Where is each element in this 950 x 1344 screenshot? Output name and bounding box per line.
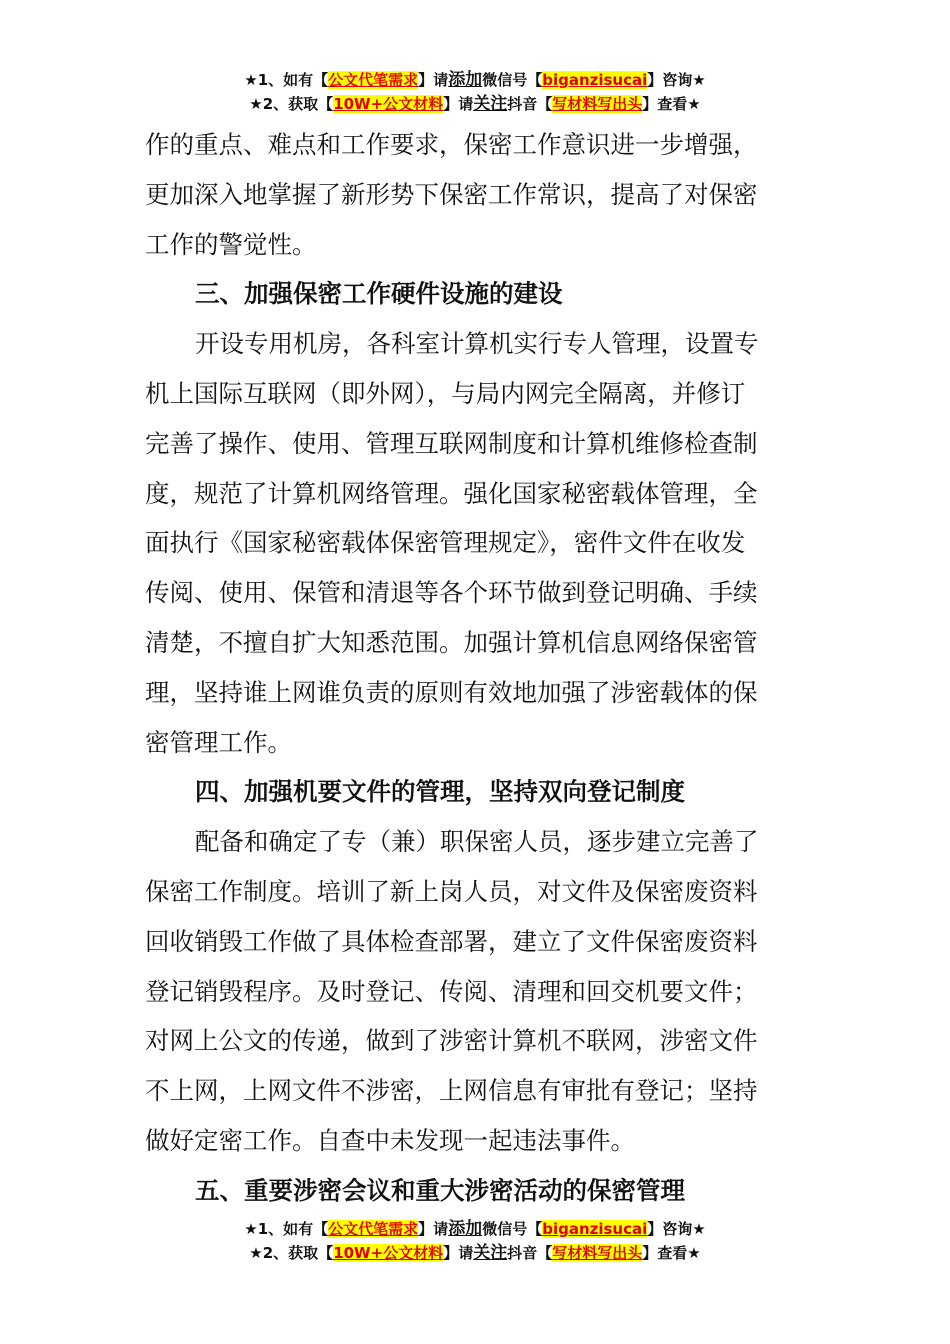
banner-text: 】查看★ [642, 1244, 701, 1262]
banner-text: ★2、获取【 [249, 95, 334, 113]
footer-banner [0, 1217, 950, 1265]
highlighted-text: 写材料写出头 [552, 95, 643, 113]
text-line: 更加深入地掌握了新形势下保密工作常识，提高了对保密 [145, 179, 758, 209]
highlighted-text: biganzisucai [542, 71, 648, 89]
section-heading: 三、加强保密工作硬件设施的建设 [195, 279, 563, 309]
text-line: 传阅、使用、保管和清退等各个环节做到登记明确、手续 [145, 578, 758, 608]
text-line: 不上网，上网文件不涉密，上网信息有审批有登记；坚持 [145, 1076, 758, 1106]
text-line: 保密工作制度。培训了新上岗人员，对文件及保密废资料 [145, 876, 758, 906]
banner-text: 】咨询★ [647, 1220, 706, 1238]
banner-text: 添加 [448, 70, 483, 90]
text-line: 机上国际互联网（即外网），与局内网完全隔离，并修订 [145, 378, 746, 408]
highlighted-text: 写材料写出头 [552, 1244, 643, 1262]
header-banner [0, 68, 950, 116]
banner-text: ★1、如有【 [244, 71, 329, 89]
text-line: 对网上公文的传递，做到了涉密计算机不联网，涉密文件 [145, 1026, 758, 1056]
banner-text: 微信号【 [482, 71, 543, 89]
text-line: 作的重点、难点和工作要求，保密工作意识进一步增强， [145, 130, 758, 159]
banner-text: ★1、如有【 [244, 1220, 329, 1238]
text-line: 理，坚持谁上网谁负责的原则有效地加强了涉密载体的保 [145, 677, 758, 707]
text-line: 清楚，不擅自扩大知悉范围。加强计算机信息网络保密管 [145, 627, 758, 657]
banner-line [0, 1217, 950, 1241]
text-line: 回收销毁工作做了具体检查部署，建立了文件保密废资料 [145, 926, 758, 956]
banner-line [0, 68, 950, 92]
banner-line [0, 1241, 950, 1265]
highlighted-text: 10W+公文材料 [333, 1244, 444, 1262]
banner-text: 添加 [448, 1219, 483, 1239]
text-line: 做好定密工作。自查中未发现一起违法事件。 [145, 1125, 635, 1155]
banner-text: 】咨询★ [647, 71, 706, 89]
banner-text: 】请 [443, 1244, 474, 1262]
text-line: 配备和确定了专（兼）职保密人员，逐步建立完善了 [195, 827, 759, 857]
text-line: 登记销毁程序。及时登记、传阅、清理和回交机要文件； [145, 976, 758, 1006]
banner-text: 关注 [473, 94, 508, 114]
banner-text: 微信号【 [482, 1220, 543, 1238]
banner-text: 关注 [473, 1243, 508, 1263]
text-line: 开设专用机房，各科室计算机实行专人管理，设置专 [195, 329, 759, 359]
section-heading: 五、重要涉密会议和重大涉密活动的保密管理 [195, 1175, 685, 1205]
banner-text: 】请 [418, 1220, 449, 1238]
text-line: 面执行《国家秘密载体保密管理规定》，密件文件在收发 [145, 528, 746, 558]
banner-text: 】请 [418, 71, 449, 89]
text-line: 密管理工作。 [145, 727, 292, 757]
highlighted-text: 10W+公文材料 [333, 95, 444, 113]
banner-text: ★2、获取【 [249, 1244, 334, 1262]
banner-text: 】查看★ [642, 95, 701, 113]
section-heading: 四、加强机要文件的管理，坚持双向登记制度 [195, 777, 685, 807]
text-line: 度，规范了计算机网络管理。强化国家秘密载体管理，全 [145, 478, 758, 508]
banner-text: 】请 [443, 95, 474, 113]
highlighted-text: 公文代笔需求 [328, 71, 419, 89]
banner-text: 抖音【 [507, 95, 553, 113]
highlighted-text: 公文代笔需求 [328, 1220, 419, 1238]
text-line: 工作的警觉性。 [145, 229, 317, 259]
highlighted-text: biganzisucai [542, 1220, 648, 1238]
document-body [145, 125, 815, 1221]
banner-text: 抖音【 [507, 1244, 553, 1262]
banner-line [0, 92, 950, 116]
text-line: 完善了操作、使用、管理互联网制度和计算机维修检查制 [145, 428, 758, 458]
